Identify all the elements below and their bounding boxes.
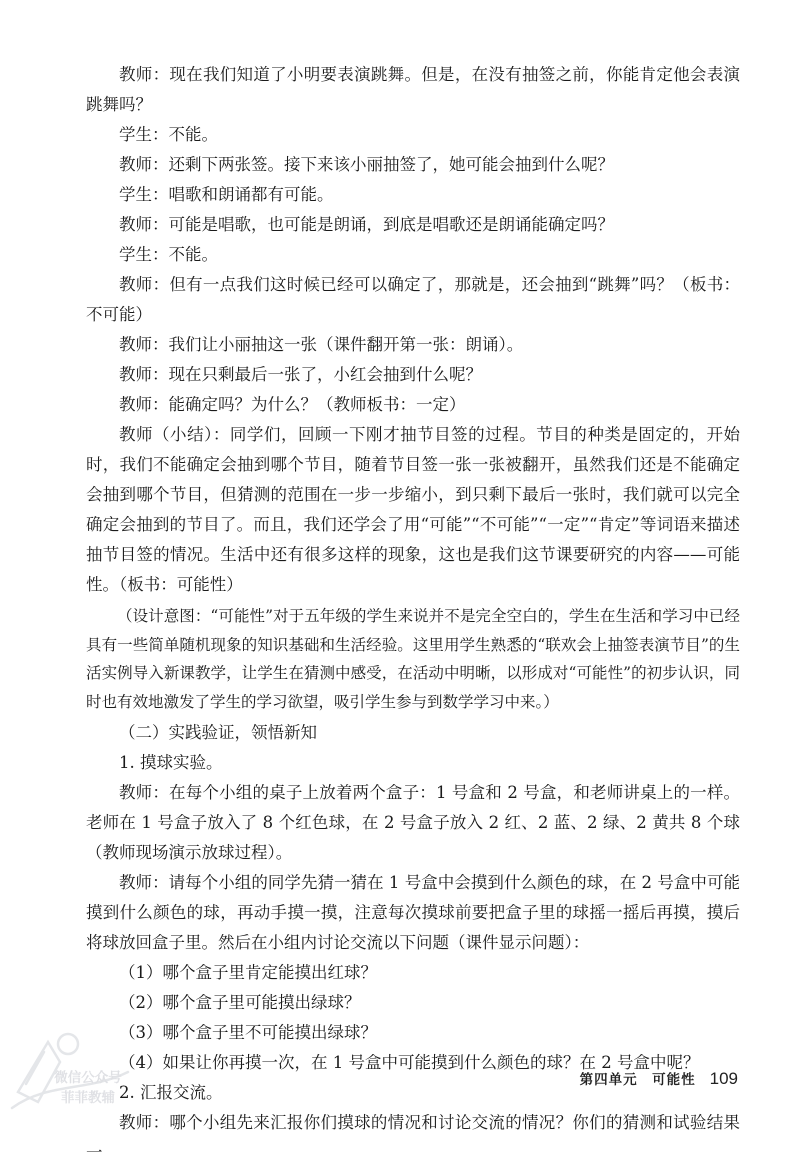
chapter-title: 第四单元 可能性 [579,1072,696,1087]
paragraph: 教师：可能是唱歌，也可能是朗诵，到底是唱歌还是朗诵能确定吗？ [119,215,614,234]
paragraph: 教师：能确定吗？为什么？（教师板书：一定） [119,395,466,414]
paragraph: 教师：现在只剩最后一张了，小红会抽到什么呢？ [119,365,482,384]
question-item: （2）哪个盒子里可能摸出绿球？ [119,993,361,1012]
question-item: （1）哪个盒子里肯定能摸出红球？ [119,963,377,982]
paragraph-summary: 教师（小结）：同学们，回顾一下刚才抽节目签的过程。节目的种类是固定的，开始时，我们不能确定会抽到哪个节目，随着节目签一张一张被翻开，虽然我们还是不能确定会抽到哪个节目，但猜测的范围在一步一步缩小，到只剩下最后一张时，我们就可以完全确定会抽到的节目了。而且，我们还学会了用“可能”“不可能”“一定”“肯定”等词语来描述抽节目签的情况。生活中还有很多这样的现象，这也是我们这节课要研究的内容——可能性。（板书：可能性） [86,425,740,594]
paragraph: 教师：在每个小组的桌子上放着两个盒子：1 号盒和 2 号盒，和老师讲桌上的一样。老师在 1 号盒子放入了 8 个红色球，在 2 号盒子放入 2 红、2 蓝、2 绿、2 黄共 8 个球（教师现场演示放球过程）。 [86,783,740,862]
watermark-text-2: 菲菲教辅 [61,1090,115,1106]
paragraph: 教师：我们让小丽抽这一张（课件翻开第一张：朗诵）。 [119,335,524,354]
page-footer [580,1068,738,1089]
subsection-heading: 1. 摸球实验。 [119,753,223,772]
design-intent-note: （设计意图：“可能性”对于五年级的学生来说并不是完全空白的，学生在生活和学习中已经具有一些简单随机现象的知识基础和生活经验。这里用学生熟悉的“联欢会上抽签表演节目”的生活实例导入新课教学，让学生在猜测中感受，在活动中明晰，以形成对“可能性”的初步认识，同时也有效地激发了学生的学习欲望，吸引学生参与到数学学习中来。） [86,607,740,711]
paragraph: 学生：不能。 [119,245,218,264]
paragraph: 教师：哪个小组先来汇报你们摸球的情况和讨论交流的情况？你们的猜测和试验结果一 [86,1113,740,1162]
paragraph: 教师：还剩下两张签。接下来该小丽抽签了，她可能会抽到什么呢？ [119,155,614,174]
paragraph: 教师：请每个小组的同学先猜一猜在 1 号盒中会摸到什么颜色的球，在 2 号盒中可能摸到什么颜色的球，再动手摸一摸，注意每次摸球前要把盒子里的球摇一摇后再摸，摸后将球放回盒子里。然后在小组内讨论交流以下问题（课件显示问题）： [86,873,740,952]
paragraph: 教师：但有一点我们这时候已经可以确定了，那就是，还会抽到“跳舞”吗？（板书：不可能） [86,275,740,324]
section-heading: （二）实践验证，领悟新知 [119,723,317,742]
watermark-logo [8,1022,148,1112]
question-item: （4）如果让你再摸一次，在 1 号盒中可能摸到什么颜色的球？在 2 号盒中呢？ [119,1053,700,1072]
paragraph: 学生：唱歌和朗诵都有可能。 [119,185,334,204]
question-item: （3）哪个盒子里不可能摸出绿球？ [119,1023,377,1042]
page-body [86,60,740,1168]
paragraph: 教师：现在我们知道了小明要表演跳舞。但是，在没有抽签之前，你能肯定他会表演跳舞吗？ [86,65,740,114]
subsection-heading: 2. 汇报交流。 [119,1083,223,1102]
watermark-text-1: 微信公众号 [54,1070,122,1086]
paragraph: 学生：不能。 [119,125,218,144]
page-number: 109 [709,1069,738,1088]
